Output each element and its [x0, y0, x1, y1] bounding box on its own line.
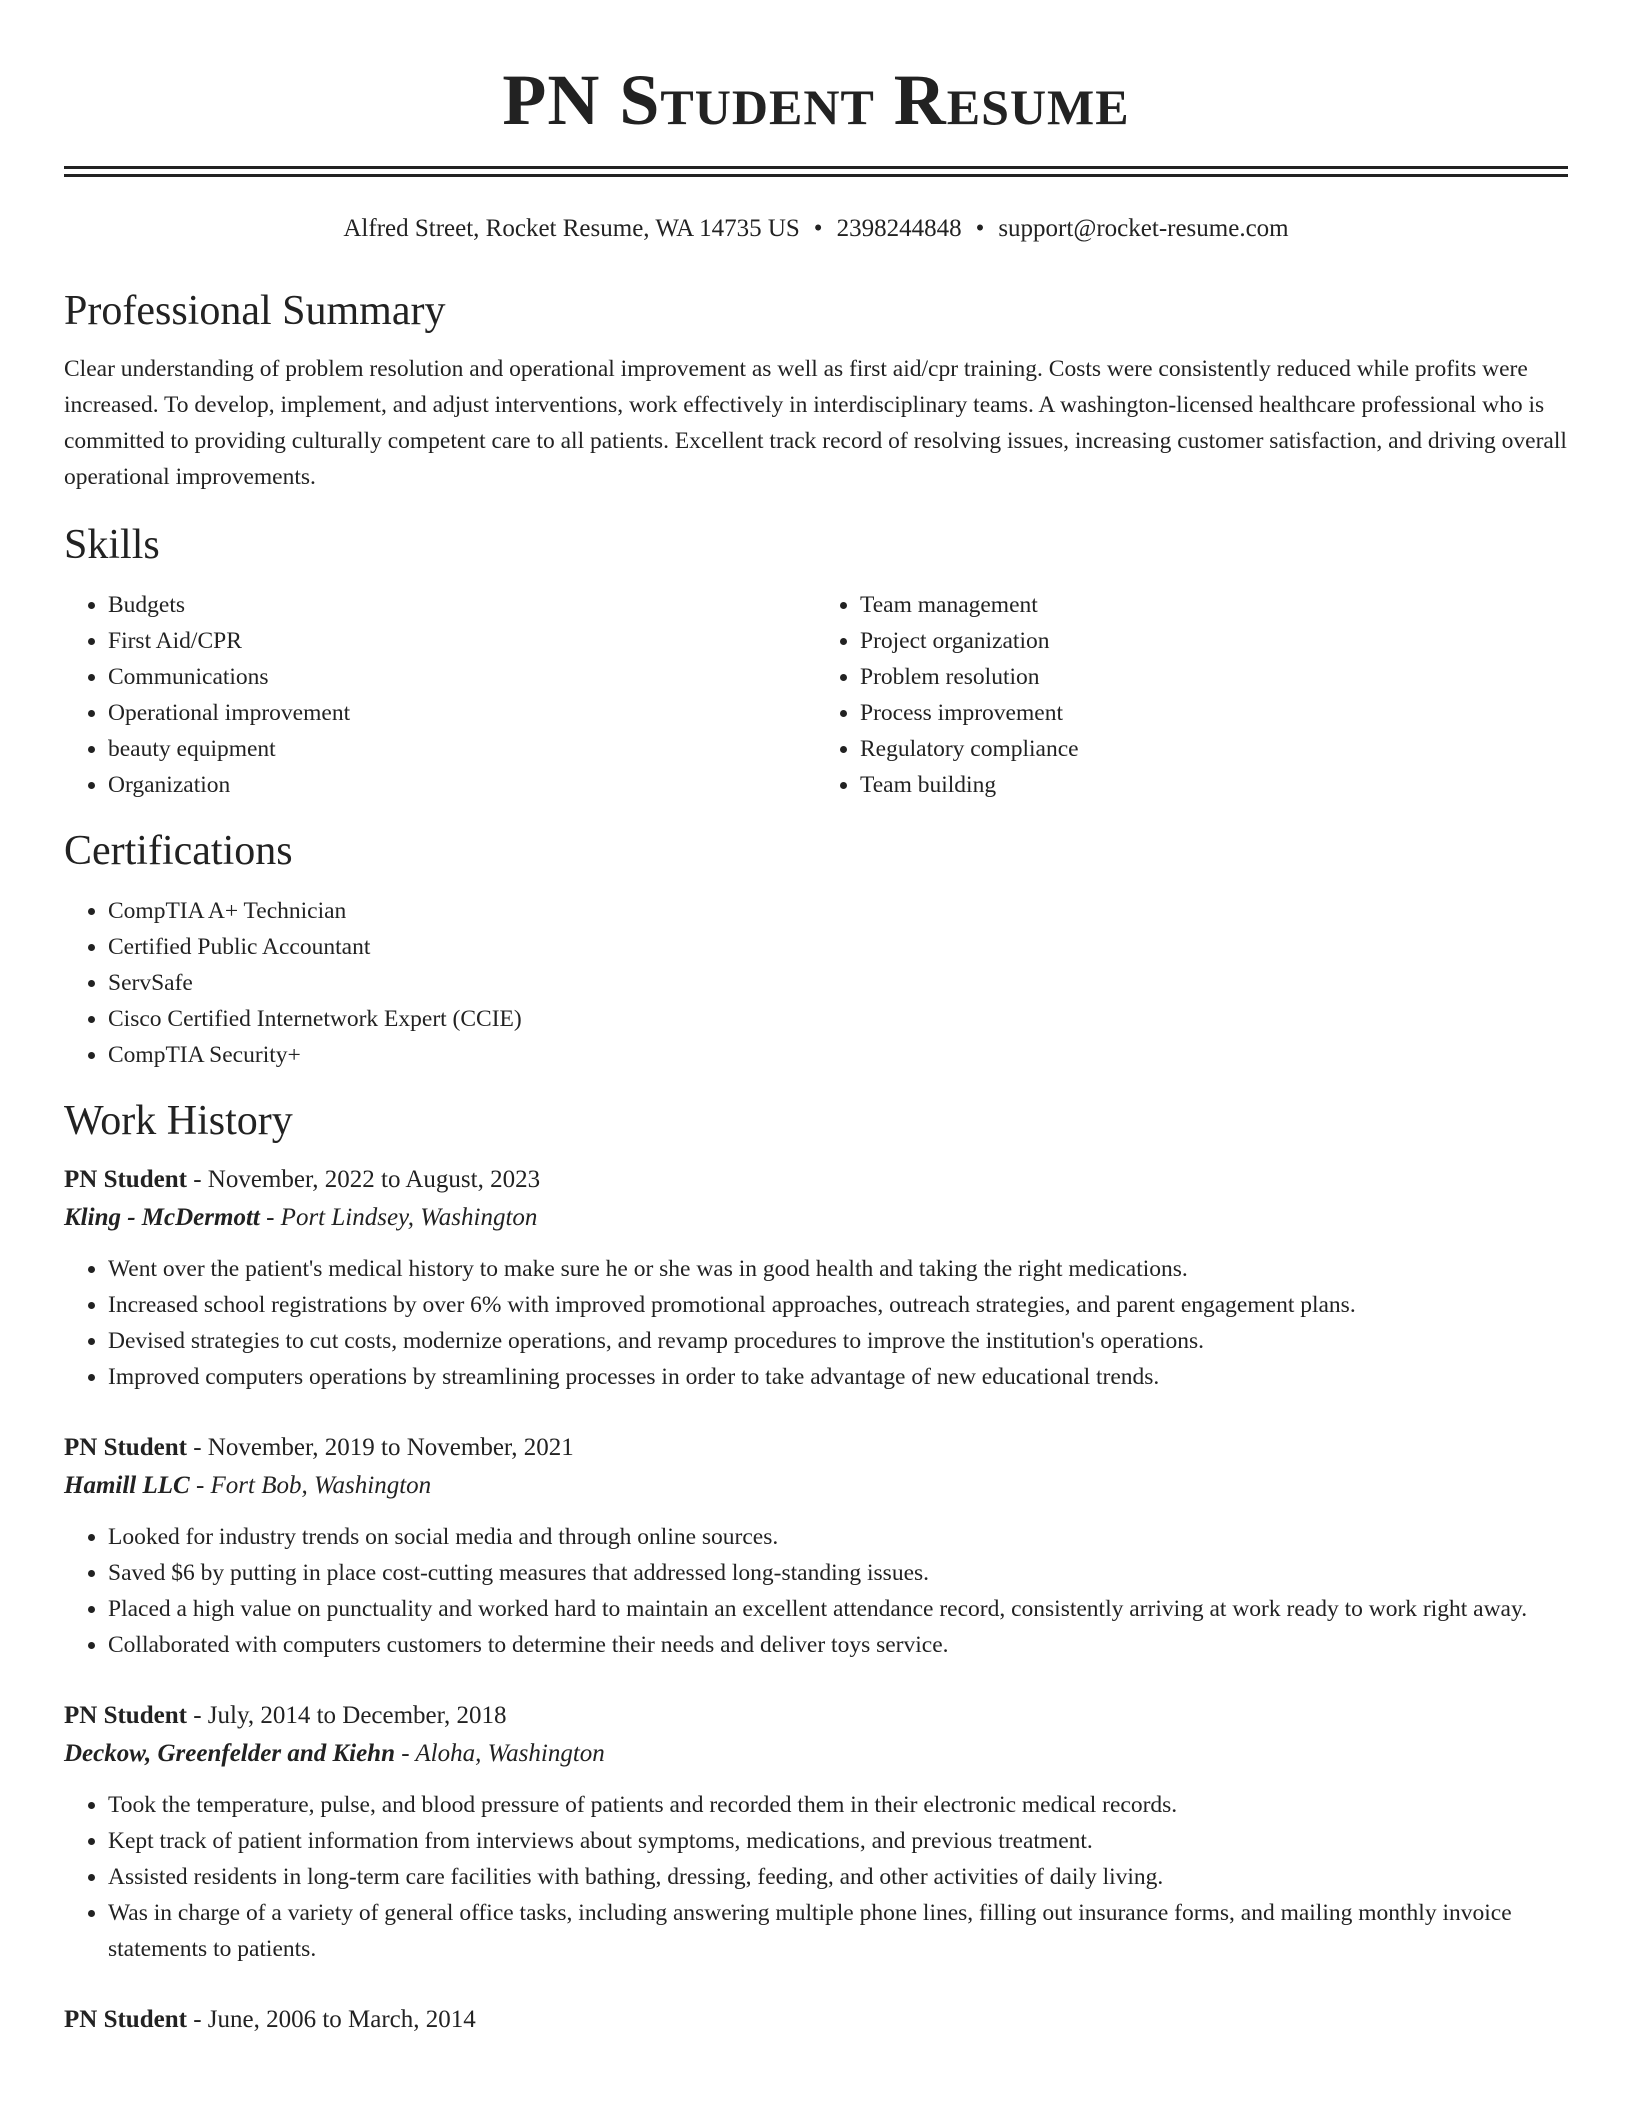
certifications-heading: Certifications — [64, 828, 293, 874]
job-entry — [64, 1161, 1568, 1395]
skills-list-right — [816, 587, 1568, 803]
job-role: PN Student — [64, 1434, 187, 1461]
contact-address: Alfred Street, Rocket Resume, WA 14735 US — [343, 215, 800, 242]
job-bullet: • Devised strategies to cut costs, modernize operations, and revamp procedures to improve the institution's operations. — [108, 1323, 1568, 1359]
job-company: Hamill LLC — [64, 1472, 190, 1499]
job-title-line — [64, 1161, 1568, 1199]
job-role: PN Student — [64, 1702, 187, 1729]
job-role: PN Student — [64, 2006, 187, 2033]
job-bullet: • Increased school registrations by over 6% with improved promotional approaches, outreach strategies, and parent engagement plans. — [108, 1287, 1568, 1323]
resume-title — [64, 0, 1568, 140]
job-title-line — [64, 1697, 1568, 1735]
certification-item: • CompTIA A+ Technician — [108, 893, 1568, 929]
skill-item: • Budgets — [108, 587, 816, 623]
job-company: Deckow, Greenfelder and Kiehn — [64, 1740, 395, 1767]
job-dash: - — [193, 2006, 202, 2033]
job-bullet: • Looked for industry trends on social media and through online sources. — [108, 1519, 1568, 1555]
job-dash: - — [193, 1702, 202, 1729]
job-title-line — [64, 1429, 1568, 1467]
job-bullet: • Placed a high value on punctuality and worked hard to maintain an excellent attendance record, consistently arriving at work ready to work right away. — [108, 1591, 1568, 1627]
job-bullet: • Took the temperature, pulse, and blood pressure of patients and recorded them in their electronic medical records. — [108, 1787, 1568, 1823]
certifications-list — [64, 893, 1568, 1073]
skill-item: • Team management — [860, 587, 1568, 623]
job-company-line — [64, 1467, 1568, 1505]
skill-item: • Regulatory compliance — [860, 731, 1568, 767]
summary-text: Clear understanding of problem resolution and operational improvement as well as first aid/cpr training. Costs were consistently reduced while profits were increased. To develop, implement, and adjust interventions, work effectively in interdisciplinary teams. A washington-licensed healthcare professional who is committed to providing culturally competent care to all patients. Excellent track record of resolving issues, increasing customer satisfaction, and driving overall operational improvements. — [64, 356, 1567, 490]
job-bullets — [64, 1787, 1568, 1967]
skills-columns — [64, 587, 1568, 803]
job-dash: - — [195, 1472, 205, 1499]
skill-item: • Organization — [108, 767, 816, 803]
certification-item: • CompTIA Security+ — [108, 1037, 1568, 1073]
summary-heading: Professional Summary — [64, 288, 446, 334]
job-dates: November, 2019 to November, 2021 — [207, 1434, 574, 1461]
skill-item: • Operational improvement — [108, 695, 816, 731]
job-location: Fort Bob, Washington — [210, 1472, 432, 1499]
job-dash: - — [401, 1740, 410, 1767]
skill-item: • Team building — [860, 767, 1568, 803]
contact-email: support@rocket-resume.com — [998, 215, 1289, 242]
job-entry — [64, 1429, 1568, 1663]
job-entry — [64, 1697, 1568, 1967]
job-dash: - — [193, 1166, 202, 1193]
header-divider-bottom — [64, 174, 1568, 177]
job-bullet: • Kept track of patient information from interviews about symptoms, medications, and previous treatment. — [108, 1823, 1568, 1859]
job-location: Port Lindsey, Washington — [280, 1204, 538, 1231]
title-rest: Student Resume — [619, 60, 1130, 140]
certification-item: • Certified Public Accountant — [108, 929, 1568, 965]
job-entry — [64, 2001, 1568, 2039]
header-divider-top — [64, 166, 1568, 169]
skill-item: • Project organization — [860, 623, 1568, 659]
title-first: PN — [502, 60, 601, 140]
skill-item: • Problem resolution — [860, 659, 1568, 695]
job-company-line — [64, 1735, 1568, 1773]
contact-separator: • — [975, 215, 985, 242]
job-role: PN Student — [64, 1166, 187, 1193]
job-bullet: • Saved $6 by putting in place cost-cutting measures that addressed long-standing issues. — [108, 1555, 1568, 1591]
job-dates: July, 2014 to December, 2018 — [207, 1702, 507, 1729]
job-dash: - — [193, 1434, 202, 1461]
certification-item: • Cisco Certified Internetwork Expert (CCIE) — [108, 1001, 1568, 1037]
job-title-line — [64, 2001, 1568, 2039]
contact-separator: • — [813, 215, 823, 242]
work-history-heading: Work History — [64, 1098, 293, 1144]
job-bullet: • Improved computers operations by streamlining processes in order to take advantage of new educational trends. — [108, 1359, 1568, 1395]
job-bullet: • Went over the patient's medical history to make sure he or she was in good health and taking the right medications. — [108, 1251, 1568, 1287]
contact-line — [64, 213, 1568, 245]
job-bullets — [64, 1519, 1568, 1663]
job-company: Kling - McDermott — [64, 1204, 260, 1231]
contact-phone: 2398244848 — [836, 215, 962, 242]
skill-item: • Communications — [108, 659, 816, 695]
skill-item: • First Aid/CPR — [108, 623, 816, 659]
job-bullet: • Collaborated with computers customers to determine their needs and deliver toys service. — [108, 1627, 1568, 1663]
job-dash: - — [266, 1204, 275, 1231]
skill-item: • beauty equipment — [108, 731, 816, 767]
job-bullet: • Assisted residents in long-term care facilities with bathing, dressing, feeding, and other activities of daily living. — [108, 1859, 1568, 1895]
job-dates: June, 2006 to March, 2014 — [207, 2006, 476, 2033]
job-company-line — [64, 1199, 1568, 1237]
skills-list-left — [64, 587, 816, 803]
skill-item: • Process improvement — [860, 695, 1568, 731]
job-dates: November, 2022 to August, 2023 — [207, 1166, 541, 1193]
certification-item: • ServSafe — [108, 965, 1568, 1001]
job-bullet: • Was in charge of a variety of general office tasks, including answering multiple phone lines, filling out insurance forms, and mailing monthly invoice statements to patients. — [108, 1895, 1568, 1967]
skills-heading: Skills — [64, 522, 160, 568]
job-location: Aloha, Washington — [415, 1740, 605, 1767]
job-bullets — [64, 1251, 1568, 1395]
